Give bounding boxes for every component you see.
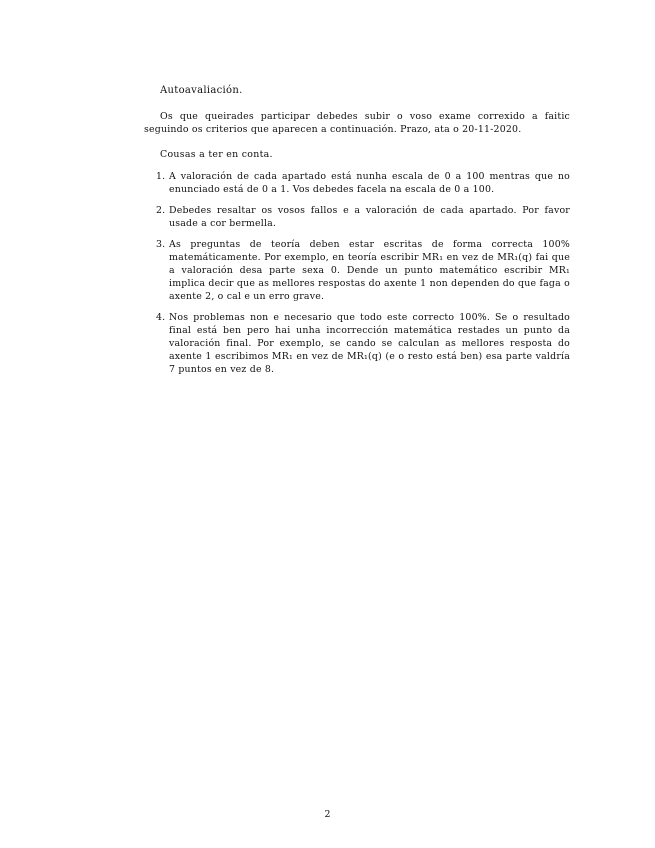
item-number: 2.	[156, 205, 166, 216]
page-number: 2	[324, 809, 331, 820]
list-item	[144, 238, 570, 303]
list-heading: Cousas a ter en conta.	[160, 149, 273, 160]
item-text: Debedes resaltar os vosos fallos e a valoración de cada apartado. Por favor usade a cor bermella.	[169, 205, 570, 229]
item-number: 3.	[156, 239, 166, 250]
section-heading: Autoavaliación.	[160, 85, 243, 96]
item-text: Nos problemas non e necesario que todo este correcto 100%. Se o resultado final está ben pero hai unha incorrección matemática restades un punto da valoración final. Por exemplo, se cando se calculan as mellores resposta do axente 1 escribimos MR₁ en vez de MR₁(q) (e o resto está ben) esa parte valdría 7 puntos en vez de 8.	[169, 312, 570, 375]
item-text: A valoración de cada apartado está nunha escala de 0 a 100 mentras que no enunciado está de 0 a 1. Vos debedes facela na escala de 0 a 100.	[169, 171, 570, 195]
criteria-list	[144, 170, 570, 384]
item-number: 1.	[156, 171, 166, 182]
list-item	[144, 204, 570, 230]
item-number: 4.	[156, 312, 166, 323]
list-item	[144, 311, 570, 376]
intro-paragraph: Os que queirades participar debedes subir o voso exame correxido a faitic seguindo os criterios que aparecen a continuación. Prazo, ata o 20-11-2020.	[144, 111, 570, 135]
list-item	[144, 170, 570, 196]
item-text: As preguntas de teoría deben estar escritas de forma correcta 100% matemáticamente. Por exemplo, en teoría escribir MR₁ en vez de MR₁(q) fai que a valoración desa parte sexa 0. Dende un punto matemático escribir MR₁ implica decir que as mellores respostas do axente 1 non dependen do que faga o axente 2, o cal e un erro grave.	[169, 239, 570, 302]
